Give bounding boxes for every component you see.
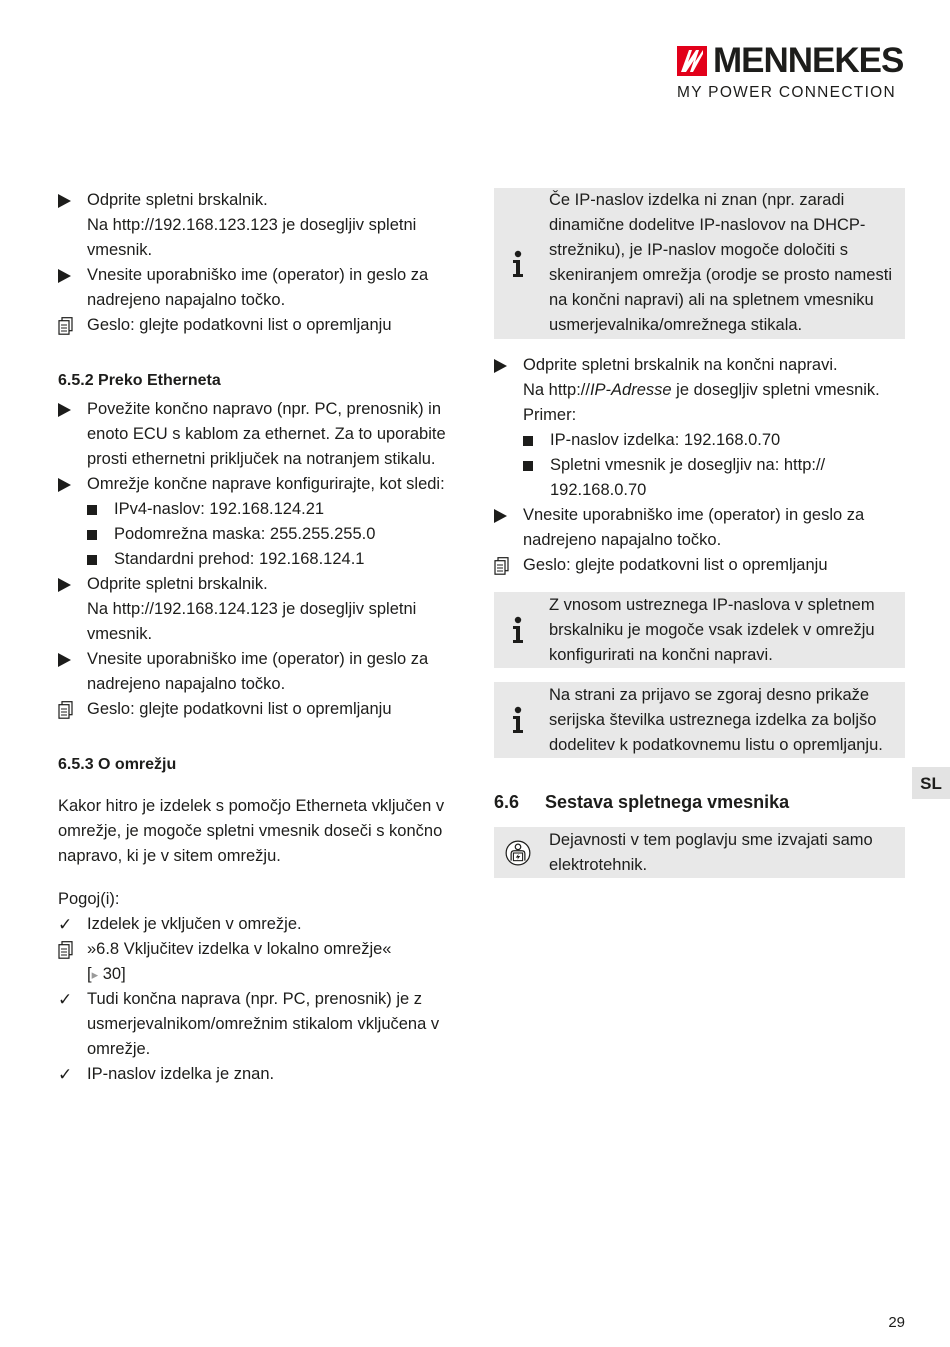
prerequisite-item: ✓ IP-naslov izdelka je znan. — [58, 1062, 473, 1087]
list-item: IPv4-naslov: 192.168.124.21 — [58, 497, 473, 522]
prerequisites-label: Pogoj(i): — [58, 890, 120, 908]
step-result: Na http://192.168.123.123 je dosegljiv spletni vmesnik. — [87, 216, 417, 259]
document-icon — [58, 937, 76, 962]
info-icon — [505, 682, 531, 758]
info-note: Z vnosom ustreznega IP-naslova v spletnem brskalniku je mogoče vsak izdelek v omrežju konfigurirati na končni napravi. — [494, 592, 905, 668]
document-reference: Geslo: glejte podatkovni list o opremljanju — [58, 697, 473, 722]
step-result: Na http://192.168.124.123 je dosegljiv spletni vmesnik. — [87, 600, 417, 643]
instruction-step: Vnesite uporabniško ime (operator) in geslo za nadrejeno napajalno točko. — [58, 263, 473, 313]
section-heading-6-5-3: 6.5.3 O omrežju — [58, 756, 177, 773]
paragraph: Kakor hitro je izdelek s pomočjo Etherneta vključen v omrežje, je mogoče spletni vmesnik doseči s končno napravo, ki je v sitem omrežju. — [58, 797, 445, 865]
info-note: Na strani za prijavo se zgoraj desno prikaže serijska številka ustreznega izdelka za boljšo dodelitev k podatkovnemu listu o opremljanju. — [494, 682, 905, 758]
step-arrow-icon — [494, 353, 512, 378]
mennekes-logo — [677, 41, 907, 103]
page-arrow-icon: ▸ — [91, 967, 99, 982]
step-arrow-icon — [58, 397, 76, 422]
electrician-icon — [505, 827, 531, 878]
bullet-square-icon — [523, 428, 541, 453]
example-label: Primer: — [523, 406, 577, 424]
step-arrow-icon — [58, 188, 76, 213]
section-heading-6-5-2: 6.5.2 Preko Etherneta — [58, 372, 221, 389]
info-note: Če IP-naslov izdelka ni znan (npr. zaradi dinamične dodelitve IP-naslovov na DHCP-strežniku), je IP-naslov mogoče določiti s skeniranjem omrežja (orodje se prosto namesti na končni napravi) ali na spletnem vmesniku usmerjevalnika/omrežnega stikala. — [494, 188, 905, 339]
list-item: Podomrežna maska: 255.255.255.0 — [58, 522, 473, 547]
instruction-step: Odprite spletni brskalnik. Na http://192.168.123.123 je dosegljiv spletni vmesnik. — [58, 188, 473, 263]
step-arrow-icon — [58, 647, 76, 672]
list-item: Standardni prehod: 192.168.124.1 — [58, 547, 473, 572]
step-arrow-icon — [58, 263, 76, 288]
step-arrow-icon — [58, 472, 76, 497]
page-number: 29 — [888, 1314, 905, 1331]
document-icon — [58, 313, 76, 338]
instruction-step: Odprite spletni brskalnik. Na http://192.168.124.123 je dosegljiv spletni vmesnik. — [58, 572, 473, 647]
step-arrow-icon — [58, 572, 76, 597]
list-item: Spletni vmesnik je dosegljiv na: http:// 192.168.0.70 — [494, 453, 905, 503]
checkmark-icon: ✓ — [58, 1065, 73, 1084]
instruction-step: Odprite spletni brskalnik na končni napravi. Na http://IP-Adresse je dosegljiv spletni vmesnik. Primer: — [494, 353, 905, 428]
brand-name: MENNEKES — [713, 41, 904, 80]
bullet-square-icon — [523, 453, 541, 478]
brand-tagline: MY POWER CONNECTION — [677, 84, 897, 101]
qualification-note: Dejavnosti v tem poglavju sme izvajati samo elektrotehnik. — [494, 827, 905, 878]
bullet-square-icon — [87, 497, 105, 522]
section-heading-6-6: 6.6 Sestava spletnega vmesnika — [494, 792, 790, 812]
mennekes-logo-icon — [677, 46, 707, 76]
prerequisite-item: ✓ Tudi končna naprava (npr. PC, prenosnik) je z usmerjevalnikom/omrežnim stikalom vključena v omrežje. — [58, 987, 473, 1062]
checkmark-icon: ✓ — [58, 990, 73, 1009]
cross-reference-link[interactable]: »6.8 Vključitev izdelka v lokalno omrežje« [▸ 30] — [87, 940, 392, 983]
bullet-square-icon — [87, 522, 105, 547]
instruction-step: Vnesite uporabniško ime (operator) in geslo za nadrejeno napajalno točko. — [494, 503, 905, 553]
document-reference: Geslo: glejte podatkovni list o opremljanju — [494, 553, 905, 578]
left-column — [58, 188, 473, 1087]
step-result: Na http://IP-Adresse je dosegljiv spletni vmesnik. — [523, 381, 880, 399]
info-icon — [505, 592, 531, 668]
document-icon — [494, 553, 512, 578]
bullet-square-icon — [87, 547, 105, 572]
step-arrow-icon — [494, 503, 512, 528]
language-tab: SL — [912, 767, 950, 799]
cross-reference — [58, 937, 473, 987]
document-reference: Geslo: glejte podatkovni list o opremljanju — [58, 313, 473, 338]
right-column — [494, 188, 905, 878]
list-item: IP-naslov izdelka: 192.168.0.70 — [494, 428, 905, 453]
instruction-step: Vnesite uporabniško ime (operator) in geslo za nadrejeno napajalno točko. — [58, 647, 473, 697]
prerequisite-item: ✓ Izdelek je vključen v omrežje. — [58, 912, 473, 937]
info-icon — [505, 188, 531, 339]
document-icon — [58, 697, 76, 722]
checkmark-icon: ✓ — [58, 915, 73, 934]
instruction-step: Povežite končno napravo (npr. PC, prenosnik) in enoto ECU s kablom za ethernet. Za to uporabite prosti ethernetni priključek na notranjem stikalu. — [58, 397, 473, 472]
instruction-step: Omrežje končne naprave konfigurirajte, kot sledi: — [58, 472, 473, 497]
